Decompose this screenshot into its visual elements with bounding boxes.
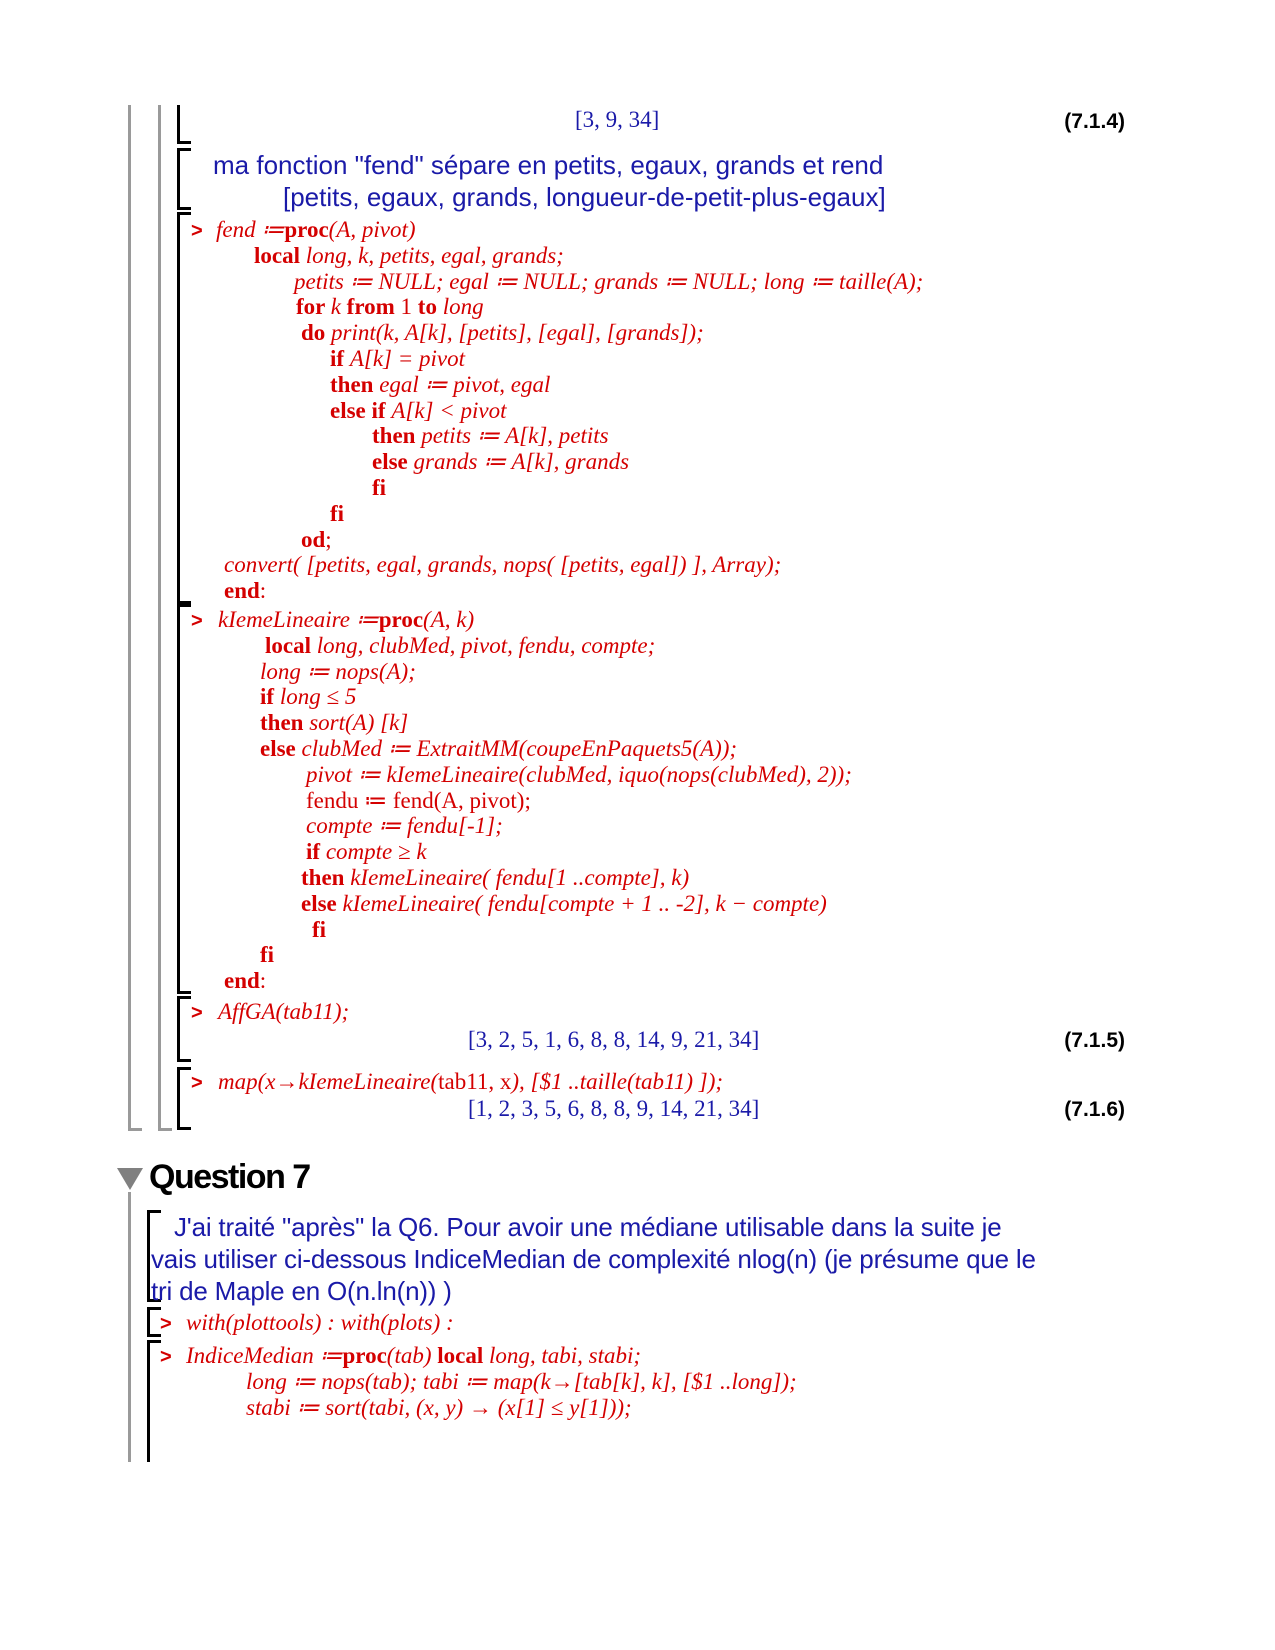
- keyword: local: [265, 632, 317, 658]
- code-token: 1: [400, 294, 418, 320]
- bracket-top: [177, 604, 191, 607]
- bracket-foot: [147, 1334, 161, 1337]
- code-line[interactable]: [301, 891, 827, 917]
- keyword: from: [346, 294, 401, 320]
- code-token: tab11, x: [438, 1069, 512, 1094]
- group-bracket-outer-foot: [128, 1128, 142, 1131]
- code-token: long: [442, 294, 484, 320]
- text-bracket-top: [147, 1210, 161, 1213]
- code-line[interactable]: [330, 372, 550, 398]
- code-line[interactable]: [330, 501, 344, 527]
- equation-label-7-1-5: (7.1.5): [1064, 1029, 1125, 1052]
- prompt[interactable]: >: [160, 1313, 172, 1335]
- code-token: compte ≔ fendu[-1];: [306, 813, 503, 839]
- code-line[interactable]: [330, 346, 465, 372]
- equation-label-7-1-4: (7.1.4): [1064, 110, 1125, 133]
- keyword: proc: [342, 1343, 387, 1368]
- code-line[interactable]: [330, 398, 506, 424]
- code-line[interactable]: [260, 684, 356, 710]
- code-token: long, clubMed, pivot, fendu, compte;: [316, 632, 656, 658]
- exec-group-bracket[interactable]: [177, 604, 180, 994]
- code-line[interactable]: [372, 475, 386, 501]
- exec-group-bracket[interactable]: [147, 1307, 150, 1337]
- code-token: fend: [216, 217, 262, 242]
- code-line[interactable]: [224, 552, 781, 578]
- keyword: if: [260, 684, 280, 710]
- keyword: else: [301, 890, 343, 916]
- bracket-foot: [177, 1127, 191, 1130]
- code-token: petits ≔ A[k], petits: [421, 423, 609, 449]
- with-command[interactable]: with(plottools) : with(plots) :: [186, 1310, 454, 1335]
- code-token: ), [$1 ..taille(tab11) ]);: [511, 1069, 724, 1094]
- keyword: proc: [284, 217, 329, 242]
- text-bracket[interactable]: [177, 148, 180, 210]
- bracket-top: [177, 212, 191, 215]
- text-bracket-top: [177, 148, 191, 151]
- keyword: to: [417, 294, 443, 320]
- keyword: for: [296, 294, 331, 320]
- code-line[interactable]: [260, 736, 737, 762]
- code-line[interactable]: [260, 710, 408, 736]
- keyword: then: [330, 371, 380, 397]
- fend-desc-line2: [petits, egaux, grands, longueur-de-petit-plus-egaux]: [283, 182, 886, 212]
- code-token: map(x→kIemeLineaire(: [218, 1069, 439, 1094]
- keyword: fi: [260, 942, 275, 968]
- code-token: sort(A) [k]: [309, 710, 409, 736]
- collapse-triangle-icon[interactable]: [117, 1168, 143, 1190]
- code-line[interactable]: [306, 839, 427, 865]
- exec-group-bracket[interactable]: [177, 212, 180, 604]
- output-7-1-6: [1, 2, 3, 5, 6, 8, 8, 9, 14, 21, 34]: [468, 1096, 760, 1121]
- code-line[interactable]: [254, 243, 564, 269]
- code-token: ≔: [319, 1343, 343, 1368]
- output-7-1-5: [3, 2, 5, 1, 6, 8, 8, 14, 9, 21, 34]: [468, 1027, 760, 1052]
- keyword: proc: [378, 607, 424, 632]
- code-token: ≔: [261, 217, 285, 242]
- map-command[interactable]: [218, 1069, 723, 1095]
- output-7-1-4: [3, 9, 34]: [575, 107, 660, 132]
- keyword: end: [224, 578, 260, 604]
- code-token: fendu ≔ fend(A, pivot);: [306, 787, 531, 813]
- code-token: print(k, A[k], [petits], [egal], [grands]);: [331, 320, 704, 346]
- code-line[interactable]: [306, 813, 503, 839]
- code-token: pivot ≔ kIemeLineaire(clubMed, iquo(nops(clubMed), 2));: [306, 761, 852, 787]
- prompt[interactable]: >: [191, 1072, 203, 1094]
- bracket-top: [177, 1067, 191, 1070]
- group-bracket-q7: [128, 1192, 131, 1462]
- code-line[interactable]: [218, 607, 474, 633]
- bracket-foot: [177, 991, 191, 994]
- code-token: clubMed ≔ ExtraitMM(coupeEnPaquets5(A));: [301, 736, 738, 761]
- keyword: else: [260, 736, 302, 761]
- keyword: then: [372, 423, 422, 449]
- q7-text-line1: J'ai traité "après" la Q6. Pour avoir une médiane utilisable dans la suite je: [174, 1212, 1002, 1242]
- code-token: kIemeLineaire( fendu[compte + 1 .. -2], k − compte): [342, 890, 827, 916]
- code-token: convert( [petits, egal, grands, nops( [petits, egal]) ], Array);: [224, 552, 782, 578]
- bracket-foot: [177, 1059, 191, 1062]
- code-token: long ≔ nops(tab); tabi ≔ map(k→[tab[k], k], [$1 ..long]);: [246, 1369, 797, 1394]
- code-token: kIemeLineaire( fendu[1 ..compte], k): [350, 865, 690, 890]
- code-line[interactable]: [216, 217, 416, 243]
- text-bracket[interactable]: [147, 1210, 150, 1302]
- code-line[interactable]: [306, 788, 531, 814]
- keyword: then: [260, 710, 310, 736]
- keyword: else: [372, 449, 414, 475]
- bracket-top: [177, 996, 191, 999]
- prompt[interactable]: >: [191, 220, 203, 242]
- code-token: A[k] < pivot: [391, 397, 507, 423]
- prompt[interactable]: >: [191, 610, 203, 632]
- code-token: compte ≥ k: [325, 839, 427, 865]
- keyword: local: [254, 242, 306, 268]
- keyword: if: [306, 839, 326, 865]
- exec-group-bracket[interactable]: [177, 1067, 180, 1130]
- code-token: (tab): [386, 1343, 438, 1368]
- exec-group-bracket[interactable]: [177, 996, 180, 1062]
- code-line[interactable]: [372, 449, 629, 475]
- q7-text-line2: vais utiliser ci-dessous IndiceMedian de complexité nlog(n) (je présume que le: [151, 1244, 1036, 1274]
- code-token: :: [259, 968, 267, 994]
- code-line[interactable]: [224, 968, 266, 994]
- code-line[interactable]: [296, 294, 484, 320]
- exec-group-bracket[interactable]: [177, 105, 180, 143]
- keyword: end: [224, 968, 260, 994]
- code-token: :: [259, 578, 267, 604]
- code-line[interactable]: [306, 762, 852, 788]
- code-token: ≔: [355, 607, 379, 632]
- q7-text-line3: tri de Maple en O(n.ln(n)) ): [151, 1276, 452, 1306]
- exec-group-bracket[interactable]: [147, 1340, 150, 1462]
- code-token: long, k, petits, egal, grands;: [305, 242, 564, 268]
- keyword: fi: [312, 916, 327, 942]
- group-bracket-outer: [128, 105, 131, 1130]
- code-line[interactable]: [260, 659, 416, 685]
- code-token: long ≤ 5: [279, 684, 357, 710]
- keyword: do: [301, 320, 332, 346]
- code-token: (A, pivot): [328, 217, 416, 242]
- keyword: local: [437, 1343, 489, 1368]
- code-line[interactable]: [260, 942, 274, 968]
- code-token: k: [330, 294, 347, 320]
- code-token: ;: [325, 526, 332, 552]
- code-line[interactable]: [301, 527, 332, 553]
- keyword: fi: [372, 475, 387, 500]
- keyword: then: [301, 865, 351, 890]
- section-title: Question 7: [149, 1158, 310, 1196]
- code-line[interactable]: [246, 1369, 797, 1395]
- code-token: long ≔ nops(A);: [260, 658, 416, 684]
- code-line[interactable]: [186, 1343, 641, 1369]
- code-token: egal ≔ pivot, egal: [379, 371, 551, 397]
- bracket-top: [147, 1307, 161, 1310]
- code-token: stabi ≔ sort(tabi, (x, y) → (x[1] ≤ y[1]));: [246, 1395, 632, 1420]
- group-bracket-mid-foot: [158, 1128, 172, 1131]
- prompt[interactable]: >: [191, 1002, 203, 1024]
- keyword: fi: [330, 500, 345, 526]
- text-bracket-foot: [177, 207, 191, 210]
- code-token: grands ≔ A[k], grands: [413, 449, 630, 475]
- group-bracket-mid: [158, 105, 161, 1130]
- code-line[interactable]: [301, 320, 704, 346]
- exec-group-bracket-foot: [177, 141, 191, 144]
- prompt[interactable]: >: [160, 1346, 172, 1368]
- bracket-top: [147, 1340, 161, 1343]
- equation-label-7-1-6: (7.1.6): [1064, 1098, 1125, 1121]
- code-token: petits ≔ NULL; egal ≔ NULL; grands ≔ NULL; long ≔ taille(A);: [294, 268, 924, 294]
- code-line[interactable]: [372, 423, 609, 449]
- code-line[interactable]: [265, 633, 655, 659]
- keyword: od: [301, 526, 326, 552]
- code-token: IndiceMedian: [186, 1343, 320, 1368]
- fend-desc-line1: ma fonction "fend" sépare en petits, egaux, grands et rend: [213, 150, 884, 180]
- keyword: if: [330, 346, 350, 371]
- code-line[interactable]: [224, 578, 266, 604]
- code-line[interactable]: [312, 917, 326, 943]
- affga-command[interactable]: AffGA(tab11);: [218, 999, 350, 1024]
- code-line[interactable]: [246, 1395, 632, 1421]
- code-token: (A, k): [423, 607, 475, 632]
- code-line[interactable]: [294, 269, 923, 295]
- code-line[interactable]: [301, 865, 689, 891]
- code-token: long, tabi, stabi;: [489, 1343, 642, 1368]
- keyword: else if: [330, 397, 392, 423]
- code-token: kIemeLineaire: [218, 607, 356, 632]
- code-token: A[k] = pivot: [349, 346, 465, 371]
